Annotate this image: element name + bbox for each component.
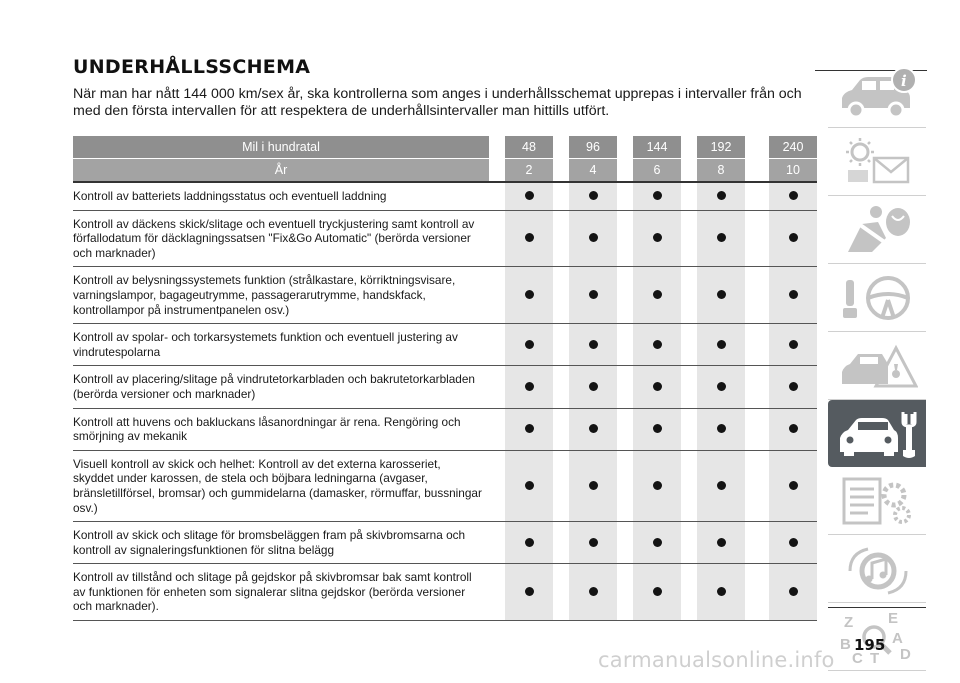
column-gap xyxy=(681,450,697,521)
maintenance-table xyxy=(73,136,817,621)
column-gap xyxy=(489,210,505,267)
interval-cell xyxy=(697,522,745,564)
check-mark-dot xyxy=(653,382,662,391)
interval-cell xyxy=(769,182,817,210)
column-gap xyxy=(745,324,769,366)
column-gap xyxy=(745,522,769,564)
tab-car-info[interactable] xyxy=(828,60,926,128)
header-row-mil xyxy=(73,136,817,159)
car-info-icon xyxy=(838,66,918,122)
interval-cell xyxy=(569,450,617,521)
header-gap xyxy=(617,159,633,183)
column-gap xyxy=(553,210,569,267)
header-gap xyxy=(745,159,769,183)
check-mark-dot xyxy=(525,233,534,242)
check-mark-dot xyxy=(653,340,662,349)
table-row xyxy=(73,564,817,621)
header-mil-value: 240 xyxy=(769,136,817,159)
check-description: Visuell kontroll av skick och helhet: Kontroll av det externa karosseriet, skyddet under karossen, de stela och böjbara ledningarna (avgaser, bränsletillförsel, bromsar) och gummidelarna (damasker, rörmuffar, bussningar osv.) xyxy=(73,456,482,515)
index-letter: A xyxy=(892,630,903,647)
column-gap xyxy=(681,182,697,210)
header-gap xyxy=(617,136,633,159)
column-gap xyxy=(681,210,697,267)
column-gap xyxy=(553,564,569,621)
column-gap xyxy=(553,324,569,366)
tab-warning-lights[interactable] xyxy=(828,128,926,196)
header-mil-value: 192 xyxy=(697,136,745,159)
check-mark-dot xyxy=(525,481,534,490)
interval-cell xyxy=(697,450,745,521)
column-gap xyxy=(553,522,569,564)
check-mark-dot xyxy=(589,538,598,547)
column-gap xyxy=(617,267,633,324)
check-mark-dot xyxy=(525,382,534,391)
interval-cell xyxy=(697,408,745,450)
check-mark-dot xyxy=(525,424,534,433)
check-mark-dot xyxy=(789,587,798,596)
check-mark-dot xyxy=(717,191,726,200)
check-mark-dot xyxy=(589,587,598,596)
check-mark-dot xyxy=(653,290,662,299)
check-mark-dot xyxy=(653,233,662,242)
check-mark-dot xyxy=(789,538,798,547)
check-mark-dot xyxy=(589,340,598,349)
check-mark-dot xyxy=(589,233,598,242)
header-gap xyxy=(681,136,697,159)
svg-text:i: i xyxy=(901,72,907,90)
check-mark-dot xyxy=(589,290,598,299)
maintenance-icon xyxy=(838,406,918,462)
column-gap xyxy=(617,324,633,366)
column-gap xyxy=(553,450,569,521)
interval-cell xyxy=(633,522,681,564)
column-gap xyxy=(489,450,505,521)
column-gap xyxy=(745,210,769,267)
column-gap xyxy=(681,564,697,621)
check-mark-dot xyxy=(589,191,598,200)
interval-cell xyxy=(697,182,745,210)
header-row-years xyxy=(73,159,817,183)
interval-cell xyxy=(633,267,681,324)
interval-cell xyxy=(505,182,553,210)
interval-cell xyxy=(633,408,681,450)
interval-cell xyxy=(505,522,553,564)
header-mil-value: 96 xyxy=(569,136,617,159)
check-mark-dot xyxy=(717,233,726,242)
check-mark-dot xyxy=(525,340,534,349)
interval-cell xyxy=(633,366,681,408)
column-gap xyxy=(745,182,769,210)
tab-airbag-safety[interactable] xyxy=(828,196,926,264)
check-description: Kontroll att huvens och bakluckans låsanordningar är rena. Rengöring och smörjning av mekanik xyxy=(73,414,461,444)
check-description: Kontroll av placering/slitage på vindrutetorkarbladen och bakrutetorkarbladen (berörda versioner och marknader) xyxy=(73,372,475,401)
multimedia-icon xyxy=(838,541,918,597)
table-row xyxy=(73,324,817,366)
interval-cell xyxy=(569,408,617,450)
check-mark-dot xyxy=(525,587,534,596)
header-gap xyxy=(489,136,505,159)
interval-cell xyxy=(769,324,817,366)
column-gap xyxy=(617,408,633,450)
check-mark-dot xyxy=(653,481,662,490)
column-gap xyxy=(489,182,505,210)
check-mark-dot xyxy=(789,290,798,299)
check-mark-dot xyxy=(525,538,534,547)
check-mark-dot xyxy=(789,481,798,490)
header-year-label: År xyxy=(73,159,489,183)
check-description: Kontroll av skick och slitage för bromsbeläggen fram på skivbromsarna och kontroll av signaleringsfunktionen för slitna belägg xyxy=(73,528,466,557)
interval-cell xyxy=(569,182,617,210)
check-mark-dot xyxy=(525,290,534,299)
column-gap xyxy=(553,366,569,408)
tab-maintenance[interactable] xyxy=(828,400,926,467)
interval-cell xyxy=(769,564,817,621)
column-gap xyxy=(681,408,697,450)
interval-cell xyxy=(505,366,553,408)
column-gap xyxy=(489,522,505,564)
check-mark-dot xyxy=(653,191,662,200)
interval-cell xyxy=(769,210,817,267)
check-mark-dot xyxy=(589,382,598,391)
interval-cell xyxy=(697,324,745,366)
check-mark-dot xyxy=(717,340,726,349)
check-mark-dot xyxy=(653,538,662,547)
chapter-sidebar xyxy=(828,60,926,671)
interval-cell xyxy=(505,267,553,324)
page-number: 195 xyxy=(854,636,886,654)
check-mark-dot xyxy=(589,424,598,433)
interval-cell xyxy=(633,182,681,210)
interval-cell xyxy=(769,450,817,521)
interval-cell xyxy=(633,450,681,521)
header-year-value: 2 xyxy=(505,159,553,183)
tab-emergency[interactable] xyxy=(828,332,926,400)
sidebar-bottom-rule xyxy=(828,607,926,608)
column-gap xyxy=(681,324,697,366)
column-gap xyxy=(489,324,505,366)
interval-cell xyxy=(697,366,745,408)
column-gap xyxy=(553,267,569,324)
interval-cell xyxy=(569,366,617,408)
interval-cell xyxy=(505,408,553,450)
interval-cell xyxy=(769,267,817,324)
interval-cell xyxy=(569,522,617,564)
check-mark-dot xyxy=(789,340,798,349)
interval-cell xyxy=(505,210,553,267)
table-row xyxy=(73,210,817,267)
emergency-icon xyxy=(838,338,918,394)
interval-cell xyxy=(769,522,817,564)
interval-cell xyxy=(569,324,617,366)
index-letter: E xyxy=(888,610,899,627)
column-gap xyxy=(617,450,633,521)
index-letter: T xyxy=(870,650,880,665)
header-gap xyxy=(489,159,505,183)
interval-cell xyxy=(633,324,681,366)
column-gap xyxy=(745,450,769,521)
table-row xyxy=(73,522,817,564)
index-letter: C xyxy=(852,650,863,665)
column-gap xyxy=(489,267,505,324)
column-gap xyxy=(617,522,633,564)
check-description: Kontroll av spolar- och torkarsystemets funktion och eventuell justering av vindrutespolarna xyxy=(73,330,458,359)
header-gap xyxy=(681,159,697,183)
interval-cell xyxy=(697,267,745,324)
header-year-value: 8 xyxy=(697,159,745,183)
interval-cell xyxy=(505,450,553,521)
header-year-value: 4 xyxy=(569,159,617,183)
warning-lights-icon xyxy=(838,134,918,190)
table-row xyxy=(73,182,817,210)
intro-paragraph: När man har nått 144 000 km/sex år, ska kontrollerna som anges i underhållsschemat upprepas i intervaller från och med den första intervallen för att respektera de underhållsintervaller man hittills utfört. xyxy=(73,86,802,119)
column-gap xyxy=(745,564,769,621)
check-description: Kontroll av belysningssystemets funktion (strålkastare, körriktningsvisare, varningslampor, bagageutrymme, passagerarutrymme, handskfack, kontrollampor på instrumentpanelen osv.) xyxy=(73,273,456,317)
column-gap xyxy=(681,522,697,564)
header-mil-value: 144 xyxy=(633,136,681,159)
driving-steering-icon xyxy=(838,270,918,326)
check-mark-dot xyxy=(717,290,726,299)
interval-cell xyxy=(769,408,817,450)
check-mark-dot xyxy=(653,424,662,433)
header-year-value: 10 xyxy=(769,159,817,183)
technical-data-icon xyxy=(838,473,918,529)
interval-cell xyxy=(697,210,745,267)
header-year-value: 6 xyxy=(633,159,681,183)
interval-cell xyxy=(569,564,617,621)
check-mark-dot xyxy=(717,481,726,490)
index-letter: Z xyxy=(844,614,854,631)
table-body xyxy=(73,182,817,621)
column-gap xyxy=(489,564,505,621)
column-gap xyxy=(553,408,569,450)
check-description: Kontroll av däckens skick/slitage och eventuell tryckjustering samt kontroll av förfallodatum för däcklagningssatsen "Fix&Go Automatic" (berörda versioner och marknader) xyxy=(73,216,475,260)
table-row xyxy=(73,408,817,450)
column-gap xyxy=(617,182,633,210)
header-gap xyxy=(553,159,569,183)
column-gap xyxy=(745,267,769,324)
check-mark-dot xyxy=(789,424,798,433)
airbag-safety-icon xyxy=(838,202,918,258)
interval-cell xyxy=(569,267,617,324)
check-mark-dot xyxy=(589,481,598,490)
column-gap xyxy=(681,267,697,324)
interval-cell xyxy=(569,210,617,267)
header-mil-label: Mil i hundratal xyxy=(73,136,489,159)
tab-driving[interactable] xyxy=(828,264,926,332)
table-row xyxy=(73,267,817,324)
interval-cell xyxy=(697,564,745,621)
header-gap xyxy=(745,136,769,159)
column-gap xyxy=(681,366,697,408)
index-letter: B xyxy=(840,636,851,653)
interval-cell xyxy=(633,210,681,267)
tab-technical-data[interactable] xyxy=(828,467,926,535)
header-mil-value: 48 xyxy=(505,136,553,159)
watermark: carmanualsonline.info xyxy=(598,648,835,672)
table-row xyxy=(73,450,817,521)
column-gap xyxy=(617,210,633,267)
check-mark-dot xyxy=(789,233,798,242)
table-row xyxy=(73,366,817,408)
check-mark-dot xyxy=(789,382,798,391)
interval-cell xyxy=(505,324,553,366)
column-gap xyxy=(617,564,633,621)
page-title: UNDERHÅLLSSCHEMA xyxy=(73,56,311,78)
check-mark-dot xyxy=(717,587,726,596)
check-mark-dot xyxy=(717,538,726,547)
interval-cell xyxy=(505,564,553,621)
header-gap xyxy=(553,136,569,159)
check-description: Kontroll av batteriets laddningsstatus och eventuell laddning xyxy=(73,189,387,203)
interval-cell xyxy=(633,564,681,621)
interval-cell xyxy=(769,366,817,408)
tab-multimedia[interactable] xyxy=(828,535,926,603)
index-letter: D xyxy=(900,646,911,663)
column-gap xyxy=(745,408,769,450)
check-mark-dot xyxy=(525,191,534,200)
check-mark-dot xyxy=(717,424,726,433)
column-gap xyxy=(617,366,633,408)
column-gap xyxy=(489,408,505,450)
check-mark-dot xyxy=(653,587,662,596)
column-gap xyxy=(489,366,505,408)
check-description: Kontroll av tillstånd och slitage på gejdskor på skivbromsar bak samt kontroll av funktionen för enheten som signalerar slitna gejdskor (berörda versioner och marknader). xyxy=(73,570,472,614)
column-gap xyxy=(745,366,769,408)
check-mark-dot xyxy=(717,382,726,391)
check-mark-dot xyxy=(789,191,798,200)
column-gap xyxy=(553,182,569,210)
